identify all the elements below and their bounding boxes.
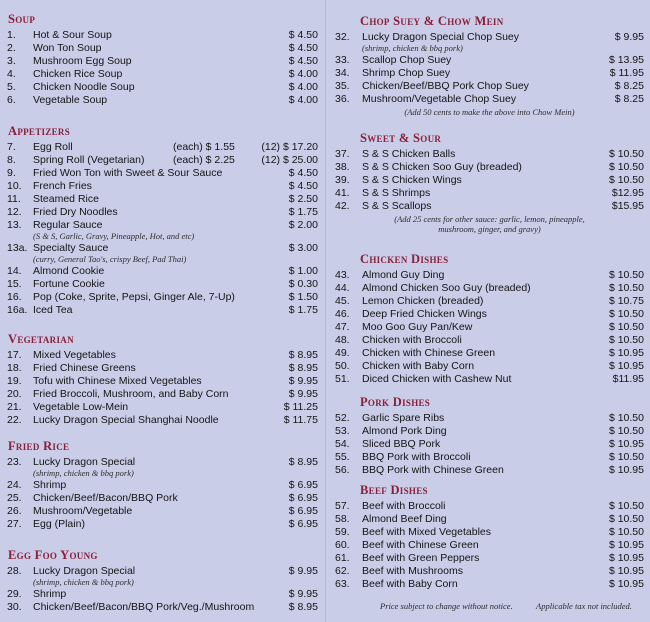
- item-name: Spring Roll (Vegetarian): [33, 154, 145, 166]
- item-name: Chicken/Beef/BBQ Pork Chop Suey: [362, 80, 529, 92]
- item-price: $ 6.95: [288, 492, 318, 504]
- item-price: $ 4.00: [288, 81, 318, 93]
- menu-item: [7, 81, 318, 94]
- menu-item: [335, 464, 644, 477]
- item-note: (shrimp, chicken & bbq pork): [33, 468, 134, 478]
- item-name: Chicken with Chinese Green: [362, 347, 496, 359]
- item-number: 57.: [335, 500, 350, 512]
- item-name: Mushroom Egg Soup: [33, 55, 132, 67]
- section-title: Pork Dishes: [360, 395, 431, 409]
- menu-item: [335, 54, 644, 67]
- item-number: 16.: [7, 291, 22, 303]
- item-number: 46.: [335, 308, 350, 320]
- item-name: Chicken Rice Soup: [33, 68, 123, 80]
- item-name: Fortune Cookie: [33, 278, 105, 290]
- item-note: (shrimp, chicken & bbq pork): [362, 43, 463, 53]
- item-number: 16a.: [7, 304, 28, 316]
- item-number: 51.: [335, 373, 350, 385]
- menu-item: [7, 492, 318, 505]
- item-price: $ 1.75: [288, 304, 318, 316]
- item-price: $ 10.50: [608, 500, 644, 512]
- item-number: 36.: [335, 93, 350, 105]
- menu-item: [335, 308, 644, 321]
- item-number: 22.: [7, 414, 22, 426]
- item-number: 58.: [335, 513, 350, 525]
- item-number: 60.: [335, 539, 350, 551]
- menu-item: [335, 565, 644, 578]
- item-price: $ 8.95: [288, 349, 318, 361]
- item-price: $ 13.95: [608, 54, 644, 66]
- item-number: 38.: [335, 161, 350, 173]
- item-number: 27.: [7, 518, 22, 530]
- item-name: Vegetable Low-Mein: [33, 401, 129, 413]
- item-price: $ 10.95: [608, 360, 644, 372]
- item-name: Chicken/Beef/Bacon/BBQ Pork/Veg./Mushroom: [33, 601, 255, 613]
- item-note: (curry, General Tao's, crispy Beef, Pad Thai): [33, 254, 187, 264]
- item-name: Mushroom/Vegetable Chop Suey: [362, 93, 517, 105]
- item-price: $ 9.95: [288, 588, 318, 600]
- item-name: Beef with Broccoli: [362, 500, 446, 512]
- item-price: $ 10.95: [608, 565, 644, 577]
- item-price: $ 8.25: [614, 80, 644, 92]
- item-number: 4.: [7, 68, 16, 80]
- menu-item: [335, 334, 644, 347]
- item-name: Lucky Dragon Special: [33, 456, 136, 468]
- menu-item: [335, 500, 644, 513]
- item-name: Steamed Rice: [33, 193, 99, 205]
- item-price: $ 1.75: [288, 206, 318, 218]
- item-price: $ 2.50: [288, 193, 318, 205]
- menu-item: [335, 80, 644, 93]
- item-name: Won Ton Soup: [33, 42, 102, 54]
- item-name: Egg Roll: [33, 141, 73, 153]
- item-name: BBQ Pork with Chinese Green: [362, 464, 504, 476]
- menu-item: [335, 200, 644, 213]
- section-title: Vegetarian: [8, 332, 74, 346]
- section-title: Sweet & Sour: [360, 131, 442, 145]
- item-note: (S & S, Garlic, Gravy, Pineapple, Hot, and etc): [33, 231, 195, 241]
- menu-item: [7, 401, 318, 414]
- item-name: Beef with Mushrooms: [362, 565, 463, 577]
- item-price: $ 8.95: [288, 362, 318, 374]
- item-name: Shrimp: [33, 479, 67, 491]
- item-price: $ 10.95: [608, 438, 644, 450]
- menu-item: [335, 412, 644, 425]
- item-number: 24.: [7, 479, 22, 491]
- item-price: $12.95: [611, 187, 644, 199]
- menu-item: [7, 588, 318, 601]
- menu-item: [335, 148, 644, 161]
- item-price: $ 4.50: [288, 180, 318, 192]
- item-price: $ 10.95: [608, 464, 644, 476]
- item-number: 33.: [335, 54, 350, 66]
- item-name: Fried Dry Noodles: [33, 206, 118, 218]
- item-number: 3.: [7, 55, 16, 67]
- menu-item: [335, 269, 644, 282]
- item-number: 19.: [7, 375, 22, 387]
- item-each-price: (each) $ 1.55: [173, 141, 235, 153]
- item-number: 28.: [7, 565, 22, 577]
- item-price: $ 4.50: [288, 29, 318, 41]
- item-name: S & S Scallops: [362, 200, 432, 212]
- item-number: 54.: [335, 438, 350, 450]
- menu-item: [7, 414, 318, 427]
- item-name: Mushroom/Vegetable: [33, 505, 133, 517]
- item-number: 44.: [335, 282, 350, 294]
- item-number: 35.: [335, 80, 350, 92]
- item-number: 25.: [7, 492, 22, 504]
- item-number: 5.: [7, 81, 16, 93]
- section-title: Appetizers: [8, 124, 71, 138]
- menu-item: [7, 518, 318, 531]
- item-name: S & S Shrimps: [362, 187, 431, 199]
- item-price: $ 9.95: [288, 565, 318, 577]
- item-price: $ 10.50: [608, 161, 644, 173]
- menu-item: [7, 388, 318, 401]
- item-price: $ 1.00: [288, 265, 318, 277]
- item-price: $ 10.50: [608, 334, 644, 346]
- section-footnote: (Add 50 cents to make the above into Chow Mein): [404, 107, 575, 117]
- item-number: 7.: [7, 141, 16, 153]
- item-number: 34.: [335, 67, 350, 79]
- item-name: Beef with Green Peppers: [362, 552, 480, 564]
- item-name: Vegetable Soup: [33, 94, 108, 106]
- item-price: (12) $ 17.20: [261, 141, 318, 153]
- item-price: $ 3.00: [288, 242, 318, 254]
- item-name: Moo Goo Guy Pan/Kew: [362, 321, 473, 333]
- item-price: $ 1.50: [288, 291, 318, 303]
- item-name: S & S Chicken Wings: [362, 174, 462, 186]
- item-number: 2.: [7, 42, 16, 54]
- item-name: Garlic Spare Ribs: [362, 412, 445, 424]
- item-price: $ 10.50: [608, 526, 644, 538]
- menu-item: [7, 141, 318, 154]
- item-price: $ 11.25: [283, 401, 318, 413]
- item-number: 10.: [7, 180, 22, 192]
- item-price: $ 10.95: [608, 347, 644, 359]
- item-name: Shrimp Chop Suey: [362, 67, 451, 79]
- section-title: Chop Suey & Chow Mein: [360, 14, 504, 28]
- item-number: 49.: [335, 347, 350, 359]
- item-price: $ 10.50: [608, 321, 644, 333]
- item-name: Shrimp: [33, 588, 67, 600]
- menu-item: [335, 578, 644, 591]
- item-price: $ 4.50: [288, 42, 318, 54]
- item-number: 8.: [7, 154, 16, 166]
- item-name: Almond Guy Ding: [362, 269, 445, 281]
- menu-item: [7, 375, 318, 388]
- menu-item: [335, 347, 644, 360]
- item-name: S & S Chicken Soo Guy (breaded): [362, 161, 522, 173]
- item-price: $ 8.25: [614, 93, 644, 105]
- menu-item: [7, 42, 318, 55]
- item-price: $ 0.30: [288, 278, 318, 290]
- menu-item: [7, 167, 318, 180]
- item-number: 26.: [7, 505, 22, 517]
- item-number: 56.: [335, 464, 350, 476]
- item-number: 11.: [7, 193, 21, 205]
- item-number: 55.: [335, 451, 350, 463]
- item-number: 62.: [335, 565, 350, 577]
- menu-item: [335, 174, 644, 187]
- item-number: 13a.: [7, 242, 28, 254]
- item-price: $ 6.95: [288, 479, 318, 491]
- item-note: (shrimp, chicken & bbq pork): [33, 577, 134, 587]
- item-number: 43.: [335, 269, 350, 281]
- item-price: $ 10.50: [608, 282, 644, 294]
- section-title: Chicken Dishes: [360, 252, 449, 266]
- menu-item: [335, 282, 644, 295]
- item-name: Chicken with Baby Corn: [362, 360, 475, 372]
- item-name: Diced Chicken with Cashew Nut: [362, 373, 512, 385]
- item-price: $11.95: [612, 373, 644, 385]
- item-number: 14.: [7, 265, 22, 277]
- page-fold-divider: [325, 0, 326, 622]
- item-name: Hot & Sour Soup: [33, 29, 112, 41]
- item-price: $ 11.95: [609, 67, 644, 79]
- item-price: $ 10.50: [608, 269, 644, 281]
- item-name: Iced Tea: [33, 304, 73, 316]
- menu-item: [7, 180, 318, 193]
- item-price: $ 10.75: [608, 295, 644, 307]
- item-price: $ 10.50: [608, 451, 644, 463]
- item-name: Deep Fried Chicken Wings: [362, 308, 487, 320]
- item-price: $ 8.95: [288, 601, 318, 613]
- item-price: $ 6.95: [288, 505, 318, 517]
- item-price: $ 4.50: [288, 167, 318, 179]
- item-number: 59.: [335, 526, 350, 538]
- item-price: $ 4.00: [288, 68, 318, 80]
- menu-item: [7, 278, 318, 291]
- item-name: Chicken with Broccoli: [362, 334, 462, 346]
- item-price: (12) $ 25.00: [261, 154, 318, 166]
- item-name: Almond Chicken Soo Guy (breaded): [362, 282, 531, 294]
- item-price: $ 9.95: [288, 375, 318, 387]
- menu-item: [335, 451, 644, 464]
- item-name: Specialty Sauce: [33, 242, 109, 254]
- item-number: 9.: [7, 167, 16, 179]
- menu-item: [335, 295, 644, 308]
- item-price: $ 10.50: [608, 174, 644, 186]
- menu-item: [335, 67, 644, 80]
- item-number: 63.: [335, 578, 350, 590]
- item-price: $ 9.95: [614, 31, 644, 43]
- item-price: $ 10.50: [608, 513, 644, 525]
- item-number: 21.: [7, 401, 22, 413]
- item-name: Tofu with Chinese Mixed Vegetables: [33, 375, 202, 387]
- item-name: Almond Pork Ding: [362, 425, 447, 437]
- item-name: S & S Chicken Balls: [362, 148, 456, 160]
- menu-item: [7, 154, 318, 167]
- item-price: $ 10.95: [608, 539, 644, 551]
- price-change-note: Price subject to change without notice.: [380, 601, 513, 611]
- item-number: 41.: [335, 187, 350, 199]
- item-price: $ 10.50: [608, 308, 644, 320]
- item-number: 23.: [7, 456, 22, 468]
- item-number: 50.: [335, 360, 350, 372]
- item-price: $ 2.00: [288, 219, 318, 231]
- item-number: 47.: [335, 321, 350, 333]
- item-name: Beef with Baby Corn: [362, 578, 458, 590]
- section-title: Soup: [8, 12, 36, 26]
- item-price: $ 9.95: [288, 388, 318, 400]
- section-title: Egg Foo Young: [8, 548, 98, 562]
- item-price: $15.95: [611, 200, 644, 212]
- menu-item: [335, 360, 644, 373]
- item-name: Fried Broccoli, Mushroom, and Baby Corn: [33, 388, 229, 400]
- menu-item: [7, 291, 318, 304]
- item-price: $ 11.75: [283, 414, 318, 426]
- item-number: 32.: [335, 31, 350, 43]
- item-name: Lemon Chicken (breaded): [362, 295, 484, 307]
- item-number: 17.: [7, 349, 22, 361]
- item-name: Lucky Dragon Special: [33, 565, 136, 577]
- item-number: 45.: [335, 295, 350, 307]
- menu-item: [7, 479, 318, 492]
- section-footnote: (Add 25 cents for other sauce: garlic, lemon, pineapple,: [394, 214, 585, 224]
- section-title: Fried Rice: [8, 439, 70, 453]
- item-number: 53.: [335, 425, 350, 437]
- item-price: $ 10.95: [608, 552, 644, 564]
- item-name: Fried Chinese Greens: [33, 362, 136, 374]
- item-price: $ 8.95: [288, 456, 318, 468]
- item-name: Almond Cookie: [33, 265, 105, 277]
- item-price: $ 10.50: [608, 148, 644, 160]
- menu-item: [335, 187, 644, 200]
- item-price: $ 6.95: [288, 518, 318, 530]
- item-name: Egg (Plain): [33, 518, 85, 530]
- section-footnote: mushroom, ginger, and gravy): [438, 224, 541, 234]
- item-number: 39.: [335, 174, 350, 186]
- item-name: BBQ Pork with Broccoli: [362, 451, 471, 463]
- item-number: 20.: [7, 388, 22, 400]
- menu-item: [335, 526, 644, 539]
- item-name: Almond Beef Ding: [362, 513, 447, 525]
- menu-item: [335, 539, 644, 552]
- menu-item: [7, 265, 318, 278]
- menu-item: [7, 55, 318, 68]
- menu-item: [335, 373, 644, 386]
- item-price: $ 10.50: [608, 412, 644, 424]
- item-number: 30.: [7, 601, 22, 613]
- menu-item: [335, 161, 644, 174]
- item-number: 48.: [335, 334, 350, 346]
- menu-item: [7, 29, 318, 42]
- item-number: 13.: [7, 219, 22, 231]
- section-title: Beef Dishes: [360, 483, 428, 497]
- menu-item: [7, 206, 318, 219]
- item-price: $ 10.50: [608, 425, 644, 437]
- item-price: $ 4.50: [288, 55, 318, 67]
- menu-item: [335, 513, 644, 526]
- item-name: Lucky Dragon Special Chop Suey: [362, 31, 520, 43]
- item-number: 18.: [7, 362, 22, 374]
- menu-item: [335, 438, 644, 451]
- item-name: Fried Won Ton with Sweet & Sour Sauce: [33, 167, 223, 179]
- item-name: Sliced BBQ Pork: [362, 438, 441, 450]
- menu-item: [7, 68, 318, 81]
- item-number: 42.: [335, 200, 350, 212]
- menu-item: [335, 552, 644, 565]
- item-number: 52.: [335, 412, 350, 424]
- item-number: 15.: [7, 278, 22, 290]
- menu-item: [7, 349, 318, 362]
- item-name: Scallop Chop Suey: [362, 54, 452, 66]
- item-name: Regular Sauce: [33, 219, 103, 231]
- menu-item: [7, 601, 318, 614]
- menu-item: [7, 304, 318, 317]
- item-name: Beef with Chinese Green: [362, 539, 479, 551]
- item-each-price: (each) $ 2.25: [173, 154, 235, 166]
- item-number: 12.: [7, 206, 22, 218]
- menu-item: [7, 94, 318, 107]
- item-price: $ 10.95: [608, 578, 644, 590]
- menu-item: [7, 505, 318, 518]
- item-number: 29.: [7, 588, 22, 600]
- item-number: 6.: [7, 94, 16, 106]
- item-number: 1.: [7, 29, 16, 41]
- menu-item: [7, 193, 318, 206]
- item-name: French Fries: [33, 180, 92, 192]
- item-name: Pop (Coke, Sprite, Pepsi, Ginger Ale, 7-Up): [33, 291, 235, 303]
- item-name: Beef with Mixed Vegetables: [362, 526, 491, 538]
- item-number: 61.: [335, 552, 350, 564]
- item-price: $ 4.00: [288, 94, 318, 106]
- menu-item: [335, 425, 644, 438]
- menu-item: [335, 93, 644, 106]
- menu-item: [335, 321, 644, 334]
- tax-note: Applicable tax not included.: [536, 601, 632, 611]
- item-name: Chicken/Beef/Bacon/BBQ Pork: [33, 492, 178, 504]
- item-number: 37.: [335, 148, 350, 160]
- menu-item: [7, 362, 318, 375]
- item-name: Mixed Vegetables: [33, 349, 116, 361]
- item-name: Chicken Noodle Soup: [33, 81, 135, 93]
- item-name: Lucky Dragon Special Shanghai Noodle: [33, 414, 219, 426]
